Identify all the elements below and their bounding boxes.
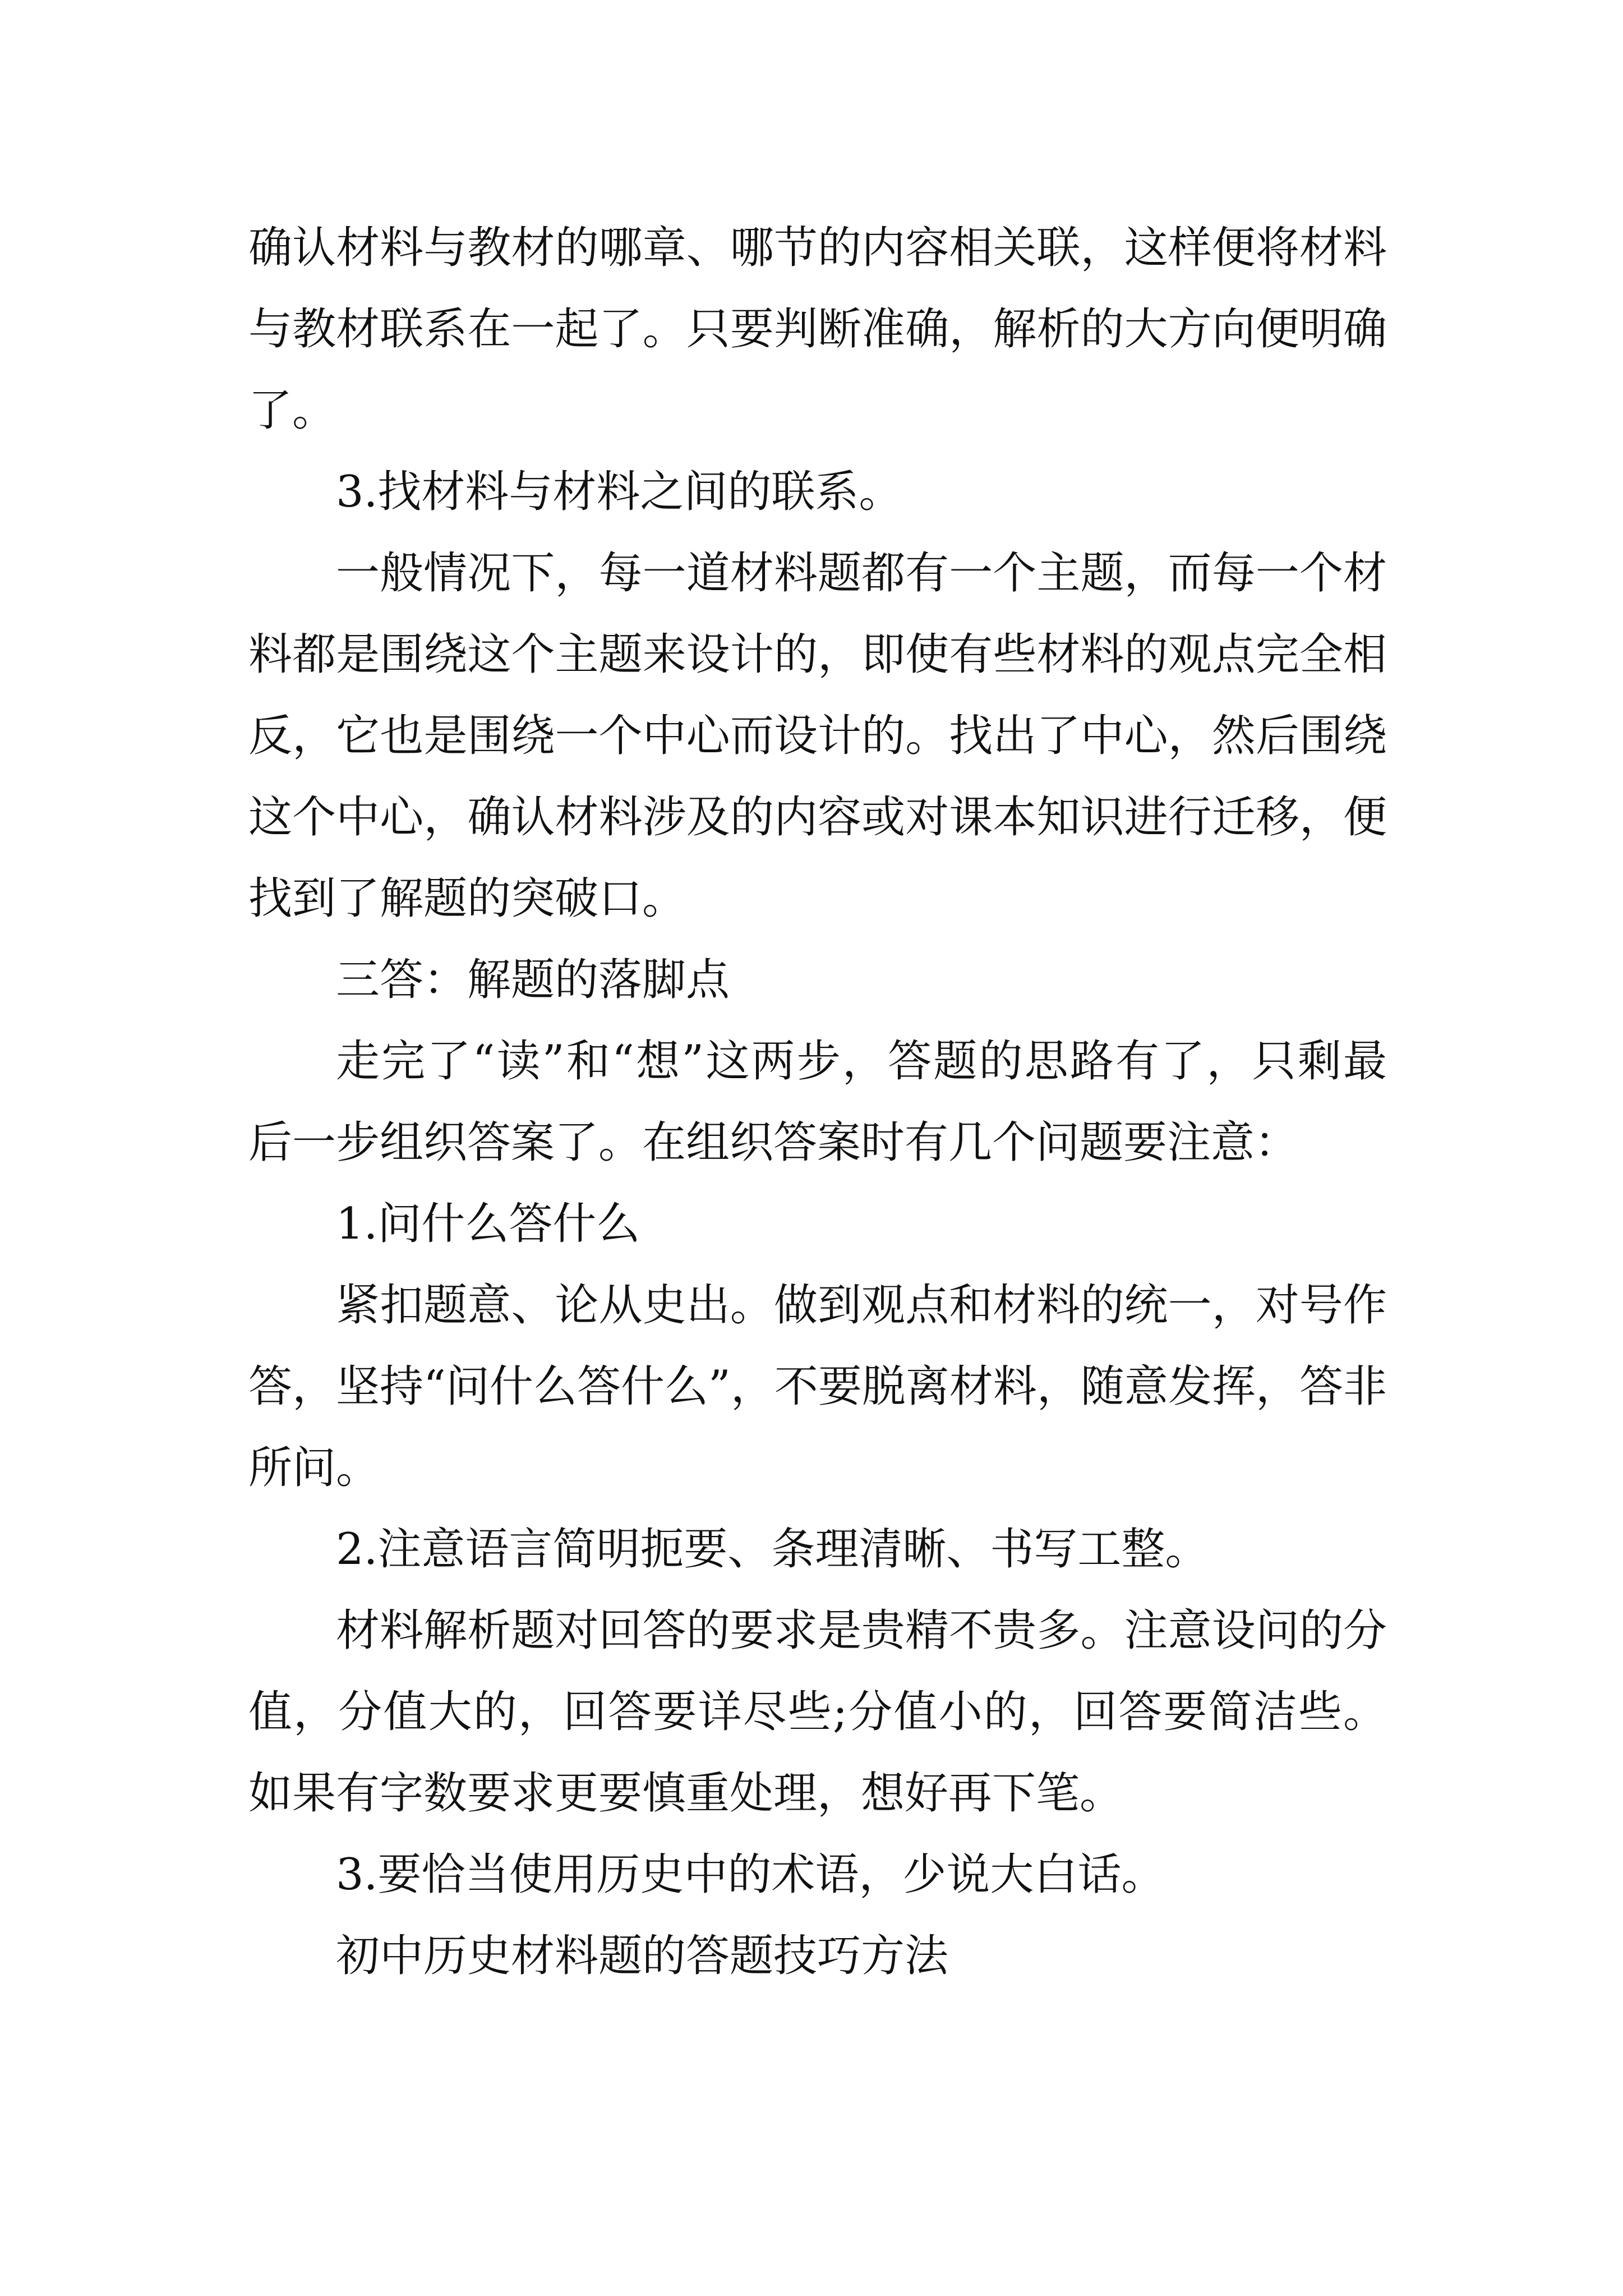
paragraph-1: 确认材料与教材的哪章、哪节的内容相关联，这样便将材料与教材联系在一起了。只要判断准确，解析的大方向便明确了。 — [248, 223, 1387, 436]
paragraph-8: 2.注意语言简明扼要、条理清晰、书写工整。 — [336, 1524, 1209, 1575]
document-body — [248, 208, 1387, 1997]
paragraph-2: 3.找材料与材料之间的联系。 — [336, 467, 903, 517]
paragraph-5: 走完了“读”和“想”这两步，答题的思路有了，只剩最后一步组织答案了。在组织答案时有几个问题要注意： — [248, 1036, 1387, 1168]
paragraph-6: 1.问什么答什么 — [336, 1199, 640, 1249]
paragraph-9: 材料解析题对回答的要求是贵精不贵多。注意设问的分值，分值大的，回答要详尽些;分值小的，回答要简洁些。如果有字数要求更要慎重处理，想好再下笔。 — [248, 1605, 1387, 1819]
paragraph-11: 初中历史材料题的答题技巧方法 — [336, 1931, 949, 1981]
paragraph-4: 三答：解题的落脚点 — [336, 955, 730, 1005]
paragraph-3: 一般情况下，每一道材料题都有一个主题，而每一个材料都是围绕这个主题来设计的，即使有些材料的观点完全相反，它也是围绕一个中心而设计的。找出了中心，然后围绕这个中心，确认材料涉及的内容或对课本知识进行迁移，便找到了解题的突破口。 — [248, 548, 1387, 924]
paragraph-10: 3.要恰当使用历史中的术语，少说大白话。 — [336, 1849, 1165, 1900]
paragraph-7: 紧扣题意、论从史出。做到观点和材料的统一，对号作答，坚持“问什么答什么”，不要脱离材料，随意发挥，答非所问。 — [248, 1280, 1387, 1493]
